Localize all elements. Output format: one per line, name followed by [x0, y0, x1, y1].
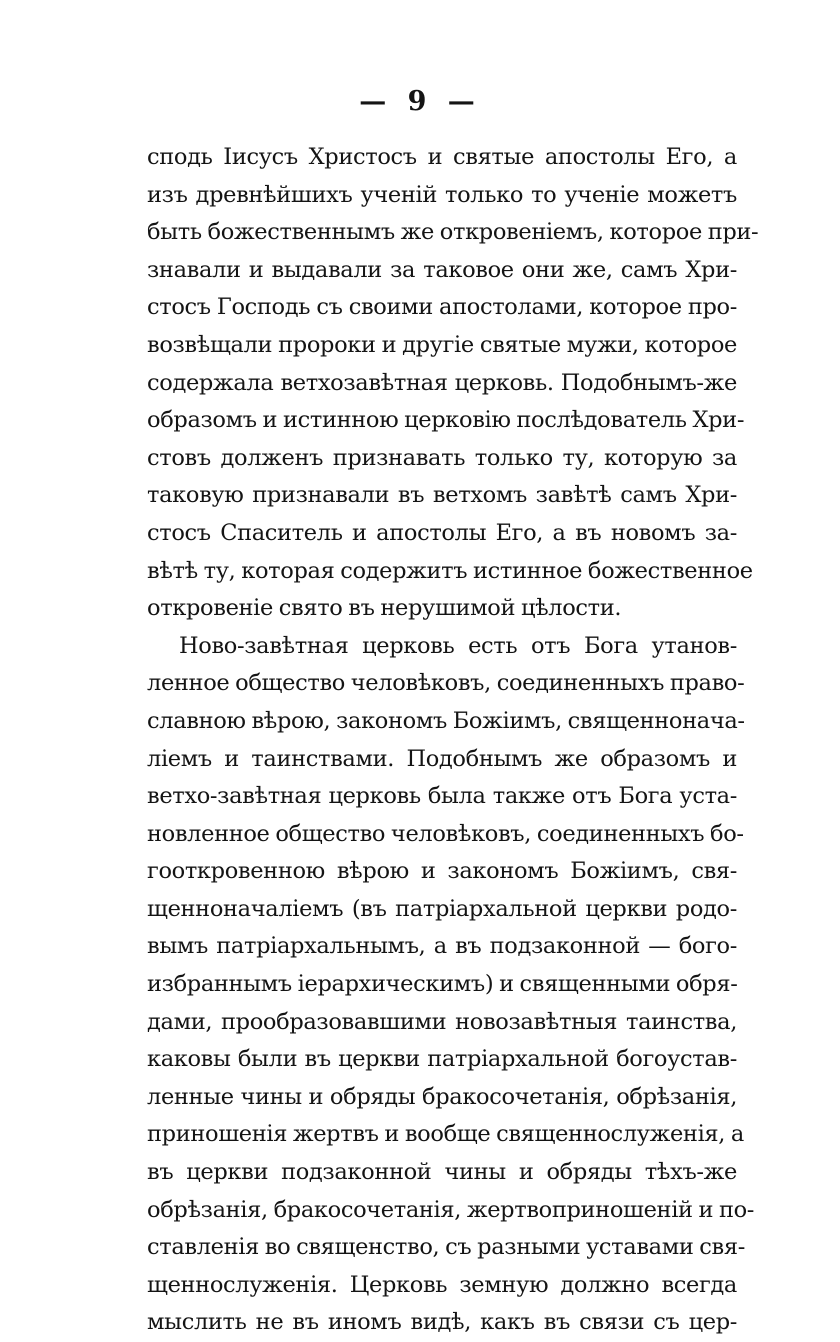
- text-line: ленное общество человѣковъ, соединенныхъ право-: [147, 670, 745, 697]
- text-line: каковы были въ церкви патріархальной богоустав-: [147, 1046, 737, 1073]
- text-line: таковую признавали въ ветхомъ завѣтѣ самъ Хри-: [147, 482, 737, 509]
- text-line: мыслить не въ иномъ видѣ, какъ въ связи съ цер-: [147, 1309, 737, 1336]
- text-line: Ново-завѣтная церковь есть отъ Бога утанов-: [179, 632, 737, 659]
- page-number: — 9 —: [359, 86, 481, 117]
- text-line: щенноначаліемъ (въ патріархальной церкви родо-: [147, 895, 737, 922]
- text-line: вымъ патріархальнымъ, а въ подзаконной — бого-: [147, 933, 737, 960]
- text-line: ліемъ и таинствами. Подобнымъ же образомъ и: [147, 745, 737, 772]
- text-line: ставленія во священство, съ разными уставами свя-: [147, 1234, 745, 1261]
- text-line: щеннослуженія. Церковь земную должно всегда: [147, 1271, 737, 1298]
- text-line: вѣтѣ ту, которая содержитъ истинное божественное: [147, 557, 753, 584]
- text-line: стосъ Господь съ своими апостолами, которое про-: [147, 294, 737, 321]
- paragraph-1: [147, 139, 759, 628]
- text-line: ветхо-завѣтная церковь была также отъ Бога уста-: [147, 783, 737, 810]
- text-line: избраннымъ іерархическимъ) и священными обря-: [147, 971, 738, 998]
- text-line: сподь Іисусъ Христосъ и святые апостолы Его, а: [147, 144, 737, 170]
- body-text: [147, 139, 759, 1342]
- text-line: новленное общество человѣковъ, соединенныхъ бо-: [147, 820, 744, 847]
- text-line: быть божественнымъ же откровеніемъ, которое при-: [147, 219, 759, 246]
- paragraph-2: [147, 628, 755, 1342]
- text-line: приношенія жертвъ и вообще священнослуженія, а: [147, 1121, 744, 1148]
- text-line: стосъ Спаситель и апостолы Его, а въ новомъ за-: [147, 519, 737, 546]
- text-line: ленные чины и обряды бракосочетанія, обрѣзанія,: [147, 1083, 737, 1110]
- text-line: дами, прообразовавшими новозавѣтныя таинства,: [147, 1008, 737, 1035]
- text-line: откровеніе свято въ нерушимой цѣлости.: [147, 595, 622, 622]
- text-line: возвѣщали пророки и другіе святые мужи, которое: [147, 331, 737, 358]
- text-line: гооткровенною вѣрою и закономъ Божіимъ, свя-: [147, 858, 737, 885]
- text-line: въ церкви подзаконной чины и обряды тѣхъ-же: [147, 1159, 737, 1186]
- text-line: изъ древнѣйшихъ ученій только то ученіе можетъ: [147, 181, 737, 208]
- text-line: славною вѣрою, закономъ Божіимъ, священнонача-: [147, 707, 745, 734]
- text-line: образомъ и истинною церковію послѣдователь Хри-: [147, 407, 745, 434]
- text-line: содержала ветхозавѣтная церковь. Подобнымъ-же: [147, 369, 737, 396]
- text-line: знавали и выдавали за таковое они же, самъ Хри-: [147, 256, 737, 283]
- text-line: стовъ долженъ признавать только ту, которую за: [147, 444, 737, 471]
- text-line: обрѣзанія, бракосочетанія, жертвоприношеній и по-: [147, 1196, 755, 1223]
